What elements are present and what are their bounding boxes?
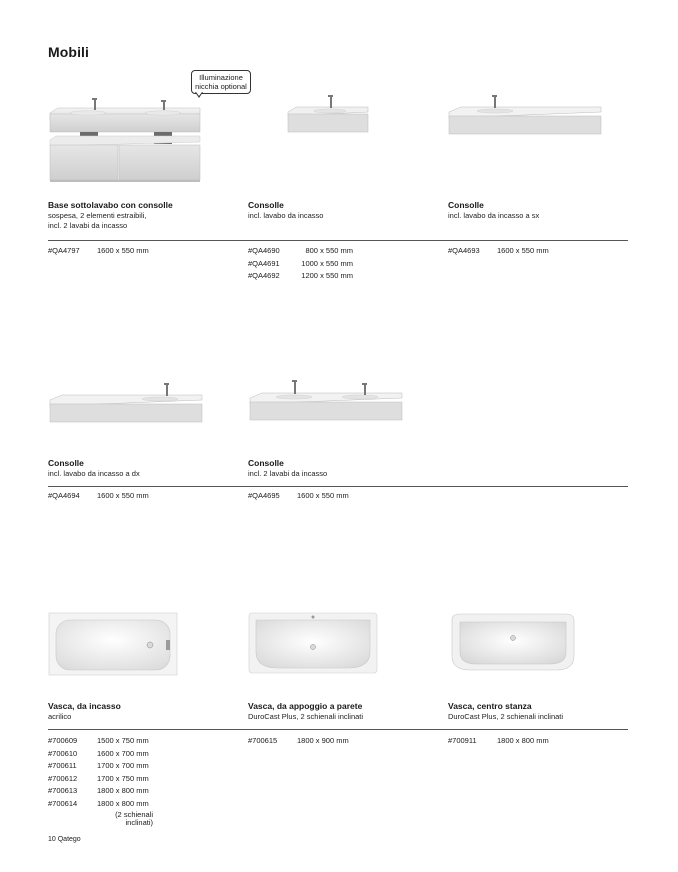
variant-size: 1800 x 800 mm (97, 786, 149, 796)
product-card (48, 458, 228, 479)
variant-row (448, 245, 549, 258)
variant-size: 1200 x 550 mm (301, 271, 353, 281)
product-card (248, 458, 428, 479)
variant-note: inclinati) (125, 818, 153, 828)
variant-row (48, 773, 153, 786)
variant-row (48, 748, 153, 761)
variant-row (248, 735, 349, 748)
variant-code: #QA4691 (248, 258, 280, 268)
callout-line-2: nicchia optional (195, 82, 247, 91)
variant-size: 800 x 550 mm (305, 246, 353, 255)
variant-code: #700611 (48, 761, 77, 771)
product-desc: incl. lavabo da incasso (248, 211, 324, 220)
variant-code: #QA4692 (248, 271, 280, 281)
variant-size: 1000 x 550 mm (301, 258, 353, 268)
variant-list (248, 490, 349, 503)
product-desc: incl. lavabo da incasso a sx (448, 211, 540, 220)
product-card (448, 200, 628, 221)
variant-size: 1500 x 750 mm (97, 736, 149, 745)
product-name: Consolle (48, 458, 84, 468)
callout-line-1: Illuminazione (199, 73, 243, 82)
product-name: Vasca, centro stanza (448, 701, 532, 711)
console-short-image (286, 94, 370, 136)
product-desc: sospesa, 2 elementi estraibili, (48, 211, 147, 220)
console-right-basin-image (48, 382, 204, 428)
variant-code: #700609 (48, 736, 78, 745)
product-name: Base sottolavabo con consolle (48, 200, 173, 210)
variant-list (48, 735, 153, 828)
variant-size: 1600 x 550 mm (97, 246, 149, 255)
product-desc: incl. 2 lavabi da incasso (48, 221, 128, 230)
variant-size: 1700 x 750 mm (97, 773, 149, 783)
product-desc: incl. lavabo da incasso a dx (48, 469, 140, 478)
product-card (48, 701, 228, 722)
variant-row (48, 490, 149, 503)
variant-list (248, 735, 349, 748)
variant-row (48, 785, 153, 798)
variant-size: 1800 x 800 mm (497, 736, 549, 745)
callout-box (191, 70, 251, 94)
variant-code: #QA4693 (448, 246, 480, 255)
variant-row (48, 760, 153, 773)
variant-row (448, 735, 549, 748)
variant-code: #700613 (48, 786, 78, 796)
product-name: Consolle (448, 200, 484, 210)
variant-code: #700911 (448, 736, 477, 745)
variant-size: 1700 x 700 mm (97, 761, 149, 771)
variant-code: #700615 (248, 736, 278, 745)
vanity-console-image (48, 96, 204, 186)
variant-list (48, 245, 149, 258)
variant-size: 1800 x 800 mm (97, 798, 149, 808)
bathtub-freestanding-image (448, 612, 578, 674)
variant-row (248, 490, 349, 503)
variant-row (248, 270, 353, 283)
variant-code: #700610 (48, 748, 78, 758)
product-name: Consolle (248, 200, 284, 210)
variant-list (248, 245, 353, 283)
variant-list (448, 245, 549, 258)
variant-code: #QA4694 (48, 491, 80, 500)
product-desc: acrilico (48, 712, 72, 721)
product-desc: incl. 2 lavabi da incasso (248, 469, 328, 478)
console-two-basins-image (248, 378, 404, 430)
bathtub-built-in-image (48, 612, 178, 678)
variant-note: (2 schienali (115, 809, 153, 819)
variant-size: 1600 x 550 mm (497, 246, 549, 255)
variant-code: #QA4690 (248, 246, 280, 255)
product-name: Vasca, da appoggio a parete (248, 701, 363, 711)
variant-row (248, 245, 353, 258)
variant-list (448, 735, 549, 748)
console-left-basin-image (447, 94, 603, 142)
variant-size: 1600 x 550 mm (297, 491, 349, 500)
variant-code: #700612 (48, 773, 78, 783)
product-card (248, 701, 428, 722)
divider (48, 486, 628, 487)
product-desc: DuroCast Plus, 2 schienali inclinati (248, 712, 364, 721)
page-title: Mobili (48, 44, 90, 60)
variant-row (248, 258, 353, 271)
divider (48, 729, 628, 730)
variant-row (48, 798, 153, 811)
variant-row (48, 245, 149, 258)
variant-size: 1600 x 550 mm (97, 491, 149, 500)
product-card (248, 200, 428, 221)
variant-size: 1800 x 900 mm (297, 736, 349, 745)
product-card (448, 701, 628, 722)
variant-row (48, 735, 153, 748)
product-card (48, 200, 228, 231)
variant-code: #QA4797 (48, 246, 80, 255)
bathtub-wall-image (248, 612, 378, 678)
variant-code: #QA4695 (248, 491, 280, 500)
variant-size: 1600 x 700 mm (97, 748, 149, 758)
page-footer: 10 Qatego (48, 836, 81, 843)
divider (48, 240, 628, 241)
variant-list (48, 490, 149, 503)
product-desc: DuroCast Plus, 2 schienali inclinati (448, 712, 564, 721)
variant-code: #700614 (48, 798, 78, 808)
product-name: Consolle (248, 458, 284, 468)
product-name: Vasca, da incasso (48, 701, 121, 711)
